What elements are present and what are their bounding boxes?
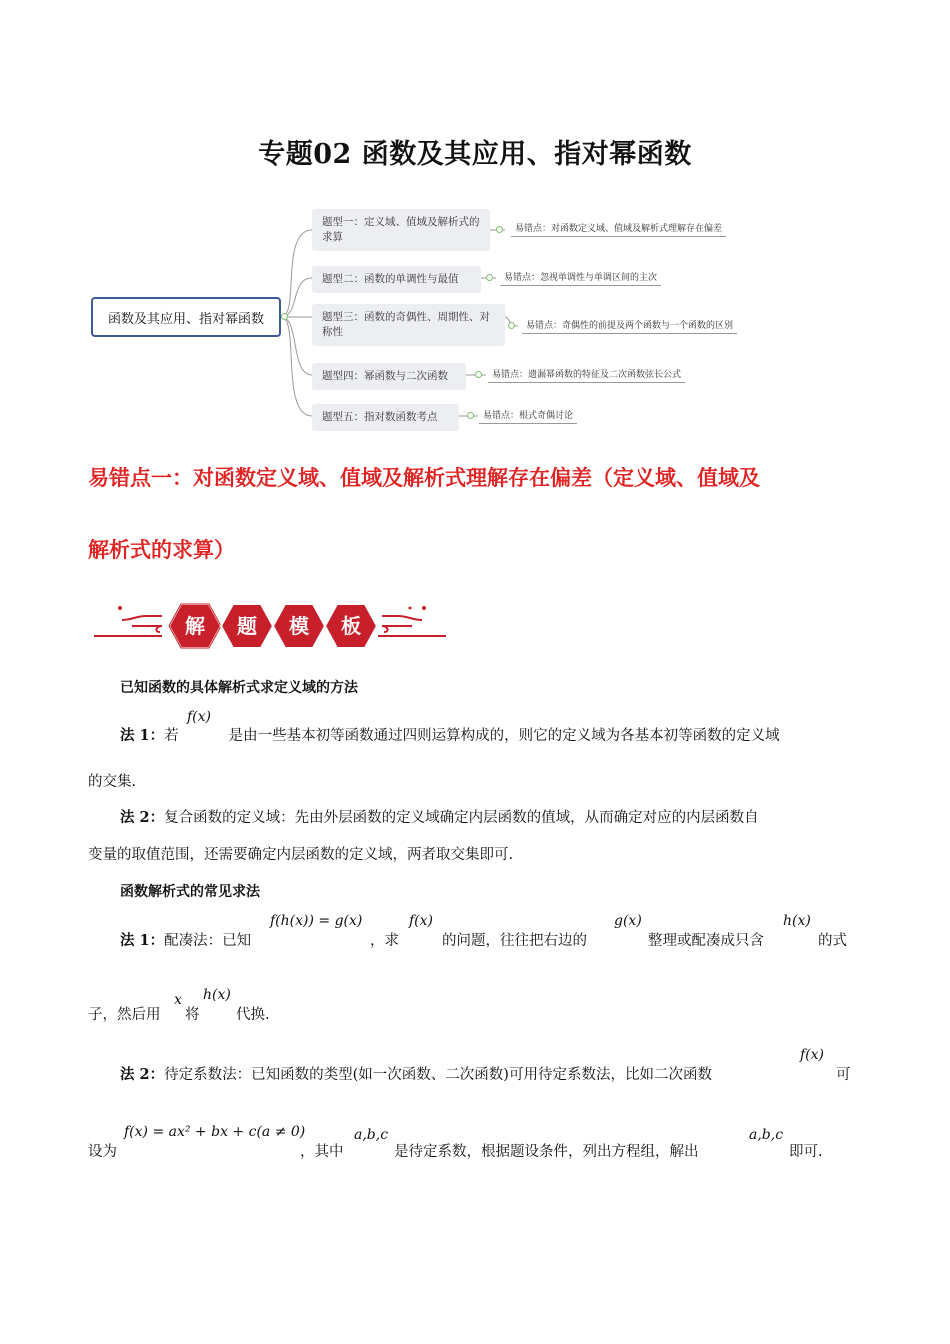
banner-hex <box>168 602 222 650</box>
math-fhx: f(h(x)) = g(x) <box>270 913 363 929</box>
math-fx: f(x) <box>409 913 434 929</box>
text: 代换. <box>236 1007 270 1023</box>
mindmap-topic-4: 题型四：幂函数与二次函数 <box>312 363 466 390</box>
mindmap-note-5: 易错点：根式奇偶讨论 <box>479 408 577 424</box>
banner-hex-row <box>168 602 376 650</box>
text: ，求 <box>370 933 399 949</box>
collapse-dot-icon[interactable] <box>486 274 493 281</box>
mindmap-topic-1: 题型一：定义域、值域及解析式的求算 <box>312 209 490 251</box>
mindmap-topic-3: 题型三：函数的奇偶性、周期性、对称性 <box>312 304 505 346</box>
text: 的问题，往往把右边的 <box>442 933 587 949</box>
text: 即可. <box>789 1144 823 1160</box>
method-label: 法 1： <box>120 727 165 744</box>
subheading-domain: 已知函数的具体解析式求定义域的方法 <box>120 680 358 696</box>
text: 的式 <box>818 933 847 949</box>
mindmap-note-1: 易错点：对函数定义域、值域及解析式理解存在偏差 <box>511 221 726 237</box>
text: 可 <box>836 1067 851 1083</box>
paragraph <box>120 929 251 953</box>
banner-char: 题 <box>237 614 257 638</box>
text: 是由一些基本初等函数通过四则运算构成的，则它的定义域为各基本初等函数的定义域 <box>228 728 780 744</box>
mindmap-note-4: 易错点：遗漏幂函数的特征及二次函数弦长公式 <box>488 367 685 383</box>
math-gx: g(x) <box>614 913 642 929</box>
text: 是待定系数，根据题设条件，列出方程组，解出 <box>394 1144 699 1160</box>
text: 设为 <box>88 1144 117 1160</box>
section-heading-line2: 解析式的求算） <box>88 538 235 562</box>
page-title: 专题02 函数及其应用、指对幂函数 <box>258 139 692 170</box>
banner-char: 解 <box>185 614 205 638</box>
mindmap-note-2: 易错点：忽视单调性与单调区间的主次 <box>500 270 661 286</box>
banner-char: 模 <box>289 614 309 638</box>
mindmap-note-3: 易错点：奇偶性的前提及两个函数与一个函数的区别 <box>522 318 737 334</box>
mindmap-topic-2: 题型二：函数的单调性与最值 <box>312 266 481 293</box>
text: 整理或配凑成只含 <box>648 933 764 949</box>
math-abc: a,b,c <box>354 1127 389 1143</box>
text: ，其中 <box>300 1144 344 1160</box>
mindmap-topic-5: 题型五：指对数函数考点 <box>312 404 459 431</box>
method-label: 法 1： <box>120 932 165 949</box>
paragraph <box>120 806 759 830</box>
mindmap-root: 函数及其应用、指对幂函数 <box>91 297 281 337</box>
math-x: x <box>174 992 182 1008</box>
math-hx: h(x) <box>783 913 811 929</box>
collapse-dot-icon[interactable] <box>508 322 515 329</box>
collapse-dot-icon[interactable] <box>475 371 482 378</box>
paragraph <box>120 724 880 748</box>
collapse-dot-icon[interactable] <box>496 226 503 233</box>
text: 子，然后用 <box>88 1007 161 1023</box>
math-quadratic: f(x) = ax² + bx + c(a ≠ 0) <box>124 1124 306 1140</box>
math-abc: a,b,c <box>749 1127 784 1143</box>
math-fx: f(x) <box>187 709 212 725</box>
banner-hex <box>324 602 378 650</box>
paragraph <box>120 1063 712 1087</box>
method-label: 法 2： <box>120 1066 165 1083</box>
collapse-dot-icon[interactable] <box>281 313 288 320</box>
math-fx: f(x) <box>800 1047 825 1063</box>
banner-hex <box>220 602 274 650</box>
section-heading-line1: 易错点一：对函数定义域、值域及解析式理解存在偏差（定义域、值域及 <box>88 466 760 490</box>
banner-hex <box>272 602 326 650</box>
text: 复合函数的定义域：先由外层函数的定义域确定内层函数的值域，从而确定对应的内层函数自 <box>164 810 759 826</box>
method-label: 法 2： <box>120 809 165 826</box>
paragraph-cont: 的交集. <box>88 774 137 790</box>
collapse-dot-icon[interactable] <box>467 412 474 419</box>
banner-char: 板 <box>341 614 361 638</box>
paragraph-cont: 变量的取值范围，还需要确定内层函数的定义域，两者取交集即可. <box>88 847 514 863</box>
text: 配凑法：已知 <box>164 933 252 949</box>
text: 将 <box>185 1007 200 1023</box>
math-hx: h(x) <box>203 987 231 1003</box>
text: 待定系数法：已知函数的类型(如一次函数、二次函数)可用待定系数法，比如二次函数 <box>164 1067 712 1083</box>
text: 若 <box>164 728 179 744</box>
subheading-expression: 函数解析式的常见求法 <box>120 884 260 900</box>
